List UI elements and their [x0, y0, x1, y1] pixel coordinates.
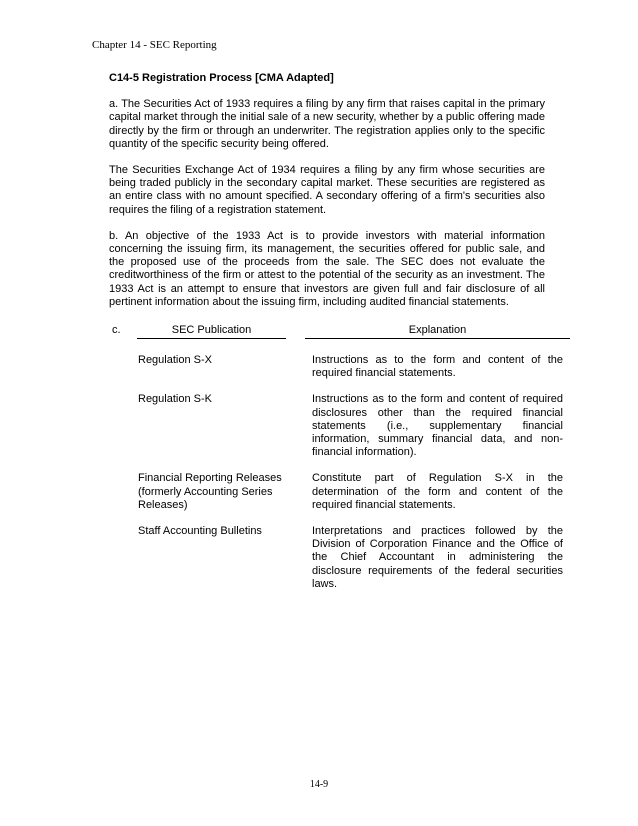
publication-cell: Regulation S-X — [138, 354, 212, 366]
problem-title: C14-5 Registration Process [CMA Adapted] — [109, 72, 334, 84]
explanation-cell: Instructions as to the form and content of the required financial statements. — [312, 354, 563, 380]
part-c-label: c. — [112, 324, 121, 336]
sec-publication-table — [112, 324, 570, 604]
page-number: 14-9 — [309, 779, 329, 790]
table-row — [112, 472, 570, 512]
explanation-header: Explanation — [305, 324, 570, 339]
sec-publication-header: SEC Publication — [137, 324, 286, 339]
paragraph-1934-act: The Securities Exchange Act of 1934 requires a filing by any firm whose securities are being traded publicly in the secondary capital market. These securities are registered as an entire class with no amount specified. A secondary offering of a firm's securities also requires the filing of a registration statement. — [109, 164, 545, 216]
table-row — [112, 354, 570, 380]
table-header — [112, 324, 570, 342]
publication-cell: Staff Accounting Bulletins — [138, 525, 262, 538]
table-row — [112, 393, 570, 459]
publication-cell: Financial Reporting Releases (formerly Accounting Series Releases) — [138, 472, 282, 511]
publication-cell: Regulation S-K — [138, 393, 212, 406]
paragraph-a-1933-act: a. The Securities Act of 1933 requires a filing by any firm that raises capital in the primary capital market through the initial sale of a new security, whether by a public offering made directly by the firm or through an underwriter. The registration applies only to the specific quantity of the specific security being offered. — [109, 98, 545, 150]
explanation-cell: Instructions as to the form and content of required disclosures other than the required financial statements (i.e., supplementary financial information, summary financial data, and non-financial information). — [312, 393, 563, 459]
table-row — [112, 525, 570, 591]
chapter-header: Chapter 14 - SEC Reporting — [92, 39, 217, 51]
problem-body — [109, 72, 545, 322]
paragraph-b-objective: b. An objective of the 1933 Act is to provide investors with material information concerning the issuing firm, its management, the securities offered for public sale, and the proposed use of the proceeds from the sale. The SEC does not evaluate the creditworthiness of the firm or attest to the potential of the security as an investment. The 1933 Act is an attempt to ensure that investors are given full and fair disclosure of all pertinent information about the issuing firm, including audited financial statements. — [109, 229, 545, 308]
explanation-cell: Constitute part of Regulation S-X in the determination of the form and content of the required financial statements. — [312, 472, 563, 511]
explanation-cell: Interpretations and practices followed by the Division of Corporation Finance and the Office of the Chief Accountant in administering the disclosure requirements of the federal securities laws. — [312, 525, 563, 590]
